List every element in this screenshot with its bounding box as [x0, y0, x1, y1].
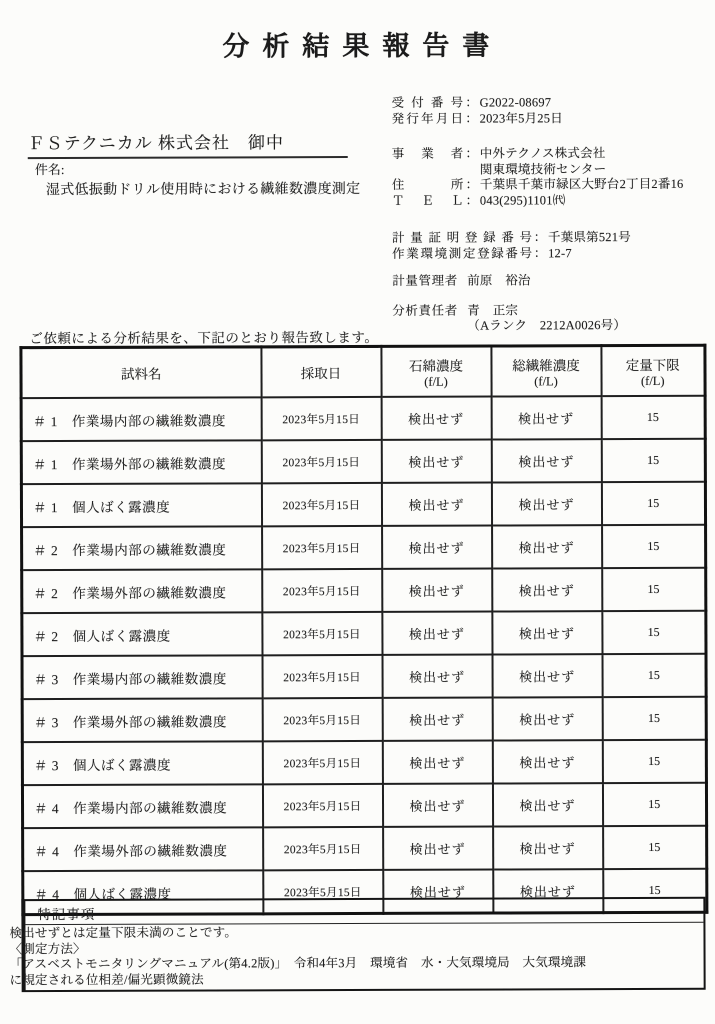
- env-registration-label: 作業環境測定登録番号: [392, 245, 533, 261]
- sample-date: 2023年5月15日: [263, 870, 383, 914]
- sample-name: ＃ 2 個人ばく露濃度: [22, 612, 262, 656]
- sample-date: 2023年5月15日: [262, 655, 382, 698]
- colon: ：: [533, 230, 547, 245]
- limit-value: 15: [601, 396, 705, 439]
- total-fiber-value: 検出せず: [491, 396, 601, 439]
- table-row: [22, 697, 706, 742]
- limit-value: 15: [602, 611, 706, 654]
- note-line: に規定される位相差/偏光顕微鏡法: [9, 972, 204, 987]
- results-table: [19, 344, 708, 916]
- operator-branch: 関東環境技術センター: [479, 161, 607, 177]
- issue-date-label: 発行年月日: [391, 111, 464, 126]
- colon: ：: [465, 146, 479, 161]
- total-fiber-value: 検出せず: [491, 482, 601, 525]
- header-sample-date: 採取日: [261, 346, 381, 397]
- limit-value: 15: [602, 783, 706, 826]
- notes-box: [9, 897, 705, 992]
- total-fiber-value: 検出せず: [492, 740, 602, 783]
- table-row: [21, 396, 705, 441]
- asbestos-value: 検出せず: [383, 827, 493, 870]
- operator-branch-row: [392, 161, 707, 178]
- tel-value: 043(295)1101㈹: [479, 192, 566, 208]
- total-fiber-value: 検出せず: [492, 568, 602, 611]
- limit-value: 15: [602, 568, 706, 611]
- analyst-rank: （Aランク 2212A0026号）: [467, 318, 627, 333]
- total-fiber-value: 検出せず: [492, 697, 602, 740]
- address-label: 住所: [391, 177, 464, 192]
- colon: ：: [533, 245, 547, 260]
- analyst-label: 分析責任者: [392, 303, 458, 318]
- total-fiber-value: 検出せず: [493, 826, 603, 869]
- sample-date: 2023年5月15日: [262, 784, 382, 827]
- sample-name: ＃ 4 作業場外部の繊維数濃度: [23, 827, 263, 871]
- tel-row: [392, 192, 707, 209]
- table-row: [22, 568, 706, 613]
- limit-value: 15: [601, 482, 705, 525]
- sample-name: ＃ 1 個人ばく露濃度: [21, 483, 261, 527]
- subject-text: 湿式低振動ドリル使用時における繊維数濃度測定: [45, 181, 361, 199]
- note-line: 検出せずとは定量下限未満のことです。: [9, 925, 238, 941]
- asbestos-value: 検出せず: [382, 526, 492, 569]
- manager-row: [392, 273, 707, 290]
- receipt-number-value: G2022-08697: [479, 95, 552, 110]
- asbestos-value: 検出せず: [381, 483, 491, 526]
- sample-date: 2023年5月15日: [261, 483, 381, 526]
- analyst-rank-row: [392, 318, 707, 335]
- receipt-number-row: [392, 95, 707, 112]
- limit-value: 15: [603, 869, 707, 913]
- sample-date: 2023年5月15日: [262, 741, 382, 784]
- certification-number-label: 計量証明登録番号: [392, 230, 533, 245]
- results-body: [21, 396, 707, 915]
- table-row: [21, 439, 705, 484]
- sample-name: ＃ 1 作業場内部の繊維数濃度: [21, 397, 261, 441]
- results-header: [21, 345, 705, 398]
- issue-date-value: 2023年5月25日: [479, 110, 563, 126]
- colon: ：: [465, 95, 478, 110]
- header-total-fiber: 総繊維濃度 (f/L): [491, 346, 601, 397]
- total-fiber-value: 検出せず: [492, 525, 602, 568]
- asbestos-value: 検出せず: [381, 397, 491, 440]
- sample-name: ＃ 3 個人ばく露濃度: [22, 741, 262, 785]
- receipt-number-label: 受付番号: [391, 95, 464, 110]
- sample-date: 2023年5月15日: [262, 698, 382, 741]
- colon: ：: [465, 193, 479, 208]
- total-fiber-value: 検出せず: [491, 439, 601, 482]
- header-asbestos: 石綿濃度 (f/L): [381, 346, 491, 397]
- note-line: 〈測定方法〉: [9, 941, 86, 956]
- asbestos-value: 検出せず: [382, 741, 492, 784]
- intro-statement: ご依頼による分析結果を、下記のとおり報告致します。: [29, 326, 378, 349]
- operator-name: 中外テクノス株式会社: [479, 146, 606, 161]
- meta-block: [392, 95, 708, 335]
- table-row: [22, 611, 706, 656]
- table-row: [22, 740, 706, 785]
- limit-value: 15: [603, 826, 707, 869]
- sample-name: ＃ 1 作業場外部の繊維数濃度: [21, 440, 261, 484]
- notes-title: 特記事項: [25, 899, 703, 925]
- limit-value: 15: [602, 740, 706, 783]
- table-row: [22, 654, 706, 699]
- sample-name: ＃ 3 作業場外部の繊維数濃度: [22, 698, 262, 742]
- address-value: 千葉県千葉市緑区大野台2丁目2番16: [479, 176, 684, 192]
- table-row: [23, 826, 707, 871]
- operator-row: [392, 146, 707, 163]
- env-registration-row: [392, 245, 707, 262]
- sample-date: 2023年5月15日: [261, 440, 381, 483]
- total-fiber-value: 検出せず: [493, 869, 603, 913]
- limit-value: 15: [602, 654, 706, 697]
- env-registration-value: 12-7: [548, 245, 572, 260]
- sample-date: 2023年5月15日: [262, 612, 382, 655]
- sample-name: ＃ 4 作業場内部の繊維数濃度: [22, 784, 262, 828]
- sample-date: 2023年5月15日: [263, 827, 383, 870]
- sample-name: ＃ 3 作業場内部の繊維数濃度: [22, 655, 262, 699]
- certification-number-row: [392, 230, 707, 247]
- sample-name: ＃ 2 作業場内部の繊維数濃度: [22, 526, 262, 570]
- addressee-line: ＦＳテクニカル 株式会社 御中: [28, 128, 348, 159]
- colon: ：: [465, 177, 479, 192]
- table-row: [22, 783, 706, 828]
- document-title: 分析結果報告書: [222, 30, 503, 62]
- sample-name: ＃ 2 作業場外部の繊維数濃度: [22, 569, 262, 613]
- asbestos-value: 検出せず: [382, 784, 492, 827]
- total-fiber-value: 検出せず: [492, 654, 602, 697]
- limit-value: 15: [602, 525, 706, 568]
- note-line: 「アスベストモニタリングマニュアル(第4.2版)」 令和4年3月 環境省 水・大気環境局 大気環境課: [9, 955, 587, 972]
- header-sample-name: 試料名: [21, 347, 261, 398]
- analyst-name: 青 正宗: [467, 302, 519, 318]
- manager-label: 計量管理者: [392, 273, 458, 288]
- total-fiber-value: 検出せず: [492, 783, 602, 826]
- address-row: [392, 177, 707, 194]
- issue-date-row: [392, 110, 707, 127]
- limit-value: 15: [601, 439, 705, 482]
- notes-content: [9, 924, 709, 988]
- manager-name: 前原 裕治: [467, 273, 531, 288]
- total-fiber-value: 検出せず: [492, 611, 602, 654]
- sample-date: 2023年5月15日: [262, 569, 382, 612]
- colon: ：: [465, 111, 478, 126]
- asbestos-value: 検出せず: [382, 655, 492, 698]
- analyst-row: [392, 302, 707, 319]
- asbestos-value: 検出せず: [382, 569, 492, 612]
- sample-date: 2023年5月15日: [262, 526, 382, 569]
- tel-label: ＴＥＬ: [391, 193, 464, 208]
- table-row: [21, 482, 705, 527]
- asbestos-value: 検出せず: [381, 440, 491, 483]
- subject-label: 件名:: [34, 162, 65, 178]
- asbestos-value: 検出せず: [383, 870, 493, 914]
- table-row: [22, 525, 706, 570]
- limit-value: 15: [602, 697, 706, 740]
- certification-number-value: 千葉県第521号: [548, 230, 631, 245]
- operator-label: 事業者: [391, 146, 464, 161]
- header-limit: 定量下限 (f/L): [601, 345, 705, 396]
- asbestos-value: 検出せず: [382, 612, 492, 655]
- sample-name: ＃ 4 個人ばく露濃度: [23, 870, 263, 914]
- asbestos-value: 検出せず: [382, 698, 492, 741]
- sample-date: 2023年5月15日: [261, 397, 381, 440]
